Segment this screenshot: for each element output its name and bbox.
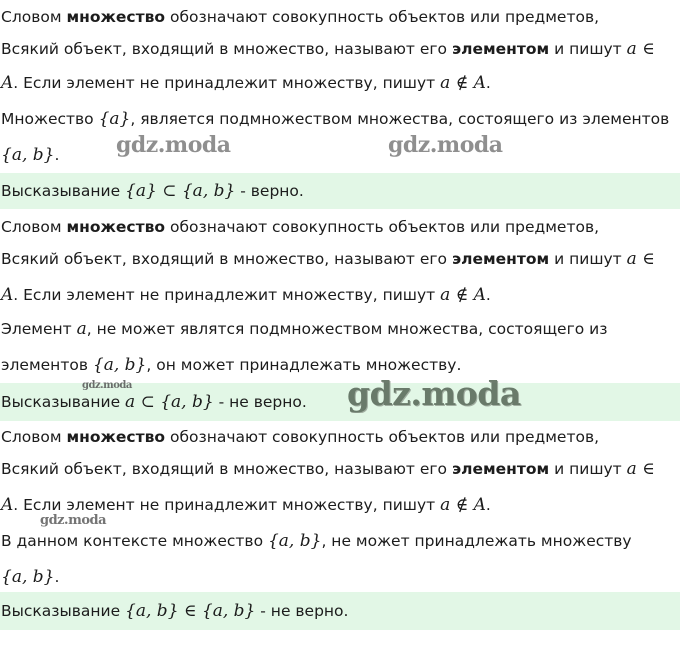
watermark-logo: gdz.moda [347,374,521,413]
math-expression: {a, b} [92,355,147,375]
math-expression: a [76,319,87,339]
watermark-logo: gdz.moda [116,132,231,158]
explanation-line: Множество {a}, является подмножеством множества, состоящего из элементов [1,109,670,129]
math-expression: A [1,495,14,515]
verdict-highlight [0,173,680,209]
math-expression: A [1,73,14,93]
explanation-line: {a, b}. [1,145,60,165]
math-expression: a ∈ [626,39,655,59]
definition-line: Словом множество обозначают совокупность объектов или предметов, [1,218,600,236]
definition-line: Словом множество обозначают совокупность объектов или предметов, [1,428,600,446]
verdict-line: Высказывание {a, b} ∈ {a, b} - не верно. [1,601,349,621]
math-expression: a ∈ [626,249,655,269]
math-expression: A [1,285,14,305]
math-expression: {a, b} [1,145,55,165]
math-expression: {a, b} [267,531,322,551]
watermark-logo: gdz.moda [82,380,132,391]
element-definition-line: Всякий объект, входящий в множество, называют его элементом и пишут a ∈ [1,459,655,479]
term-set: множество [66,428,166,446]
math-expression: {a, b} ∈ {a, b} [125,601,256,621]
not-element-line: A. Если элемент не принадлежит множеству, пишут a ∉ A. [1,73,491,93]
math-expression: a ∉ A [440,73,486,93]
math-expression: a ⊂ {a, b} [125,392,214,412]
explanation-line: Элемент a, не может являтся подмножеством множества, состоящего из [1,319,608,339]
term-set: множество [66,8,166,26]
verdict-line: Высказывание a ⊂ {a, b} - не верно. [1,392,307,412]
verdict-line: Высказывание {a} ⊂ {a, b} - верно. [1,181,304,201]
math-expression: {a} ⊂ {a, b} [125,181,236,201]
element-definition-line: Всякий объект, входящий в множество, называют его элементом и пишут a ∈ [1,249,655,269]
term-element: элементом [451,460,550,478]
math-expression: {a} [98,109,131,129]
explanation-line: В данном контексте множество {a, b}, не может принадлежать множеству [1,531,632,551]
not-element-line: A. Если элемент не принадлежит множеству, пишут a ∉ A. [1,495,491,515]
not-element-line: A. Если элемент не принадлежит множеству, пишут a ∉ A. [1,285,491,305]
explanation-line: {a, b}. [1,567,60,587]
math-expression: a ∉ A [440,495,486,515]
math-expression: a ∈ [626,459,655,479]
watermark-logo: gdz.moda [388,132,503,158]
element-definition-line: Всякий объект, входящий в множество, называют его элементом и пишут a ∈ [1,39,655,59]
watermark-logo: gdz.moda [40,513,107,528]
term-set: множество [66,218,166,236]
verdict-highlight [0,592,680,630]
definition-line: Словом множество обозначают совокупность объектов или предметов, [1,8,600,26]
explanation-line: элементов {a, b}, он может принадлежать множеству. [1,355,462,375]
term-element: элементом [451,250,550,268]
math-expression: {a, b} [1,567,55,587]
term-element: элементом [451,40,550,58]
math-expression: a ∉ A [440,285,486,305]
